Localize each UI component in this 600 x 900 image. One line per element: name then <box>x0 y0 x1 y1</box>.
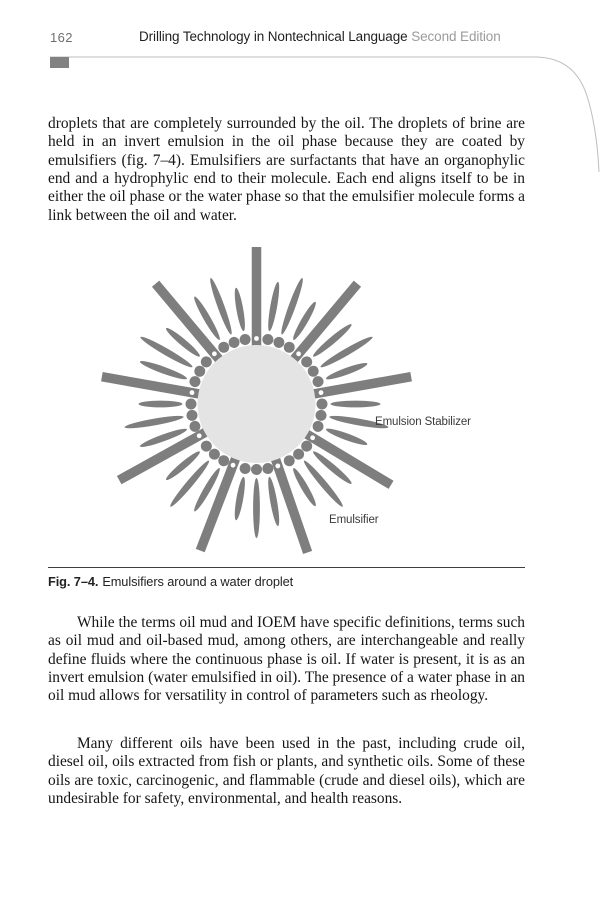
emulsifier-tail <box>139 401 183 408</box>
figure-caption-rule <box>48 567 525 568</box>
emulsifier-head-bead <box>311 419 325 433</box>
emulsifier-tail <box>233 476 247 521</box>
figure-label-emulsion-stabilizer: Emulsion Stabilizer <box>375 416 471 428</box>
emulsifier-tail <box>233 287 247 332</box>
stabilizer-bar <box>252 247 262 348</box>
emulsifier-head-bead <box>239 462 252 475</box>
running-title-edition: Second Edition <box>411 29 501 44</box>
figure-label-emulsifier: Emulsifier <box>329 514 379 526</box>
paragraph-oil-mud-terms: While the terms oil mud and IOEM have specific definitions, terms such as oil mud and oil-based mud, among others, are interchangeable and really define fluids where the continuous phase is oil. If water is present, it is as an invert emulsion (water emulsified in oil). The presence of a water phase in an oil mud allows for versatility in control of parameters such as rheology. <box>48 614 525 705</box>
stabilizer-head-dot <box>254 336 259 341</box>
paragraph-continued: droplets that are completely surrounded by the oil. The droplets of brine are held in an invert emulsion in the oil phase because they are coated by emulsifiers (fig. 7–4). Emulsifiers are surfactants that have an organophylic end and a hydrophylic end to their molecule. Each end aligns itself to be in either the oil phase or the water phase so that the emulsifier molecule forms a link between the oil and water. <box>48 115 525 224</box>
emulsifier-head-bead <box>251 464 262 475</box>
emulsifier-tail <box>301 459 345 509</box>
emulsifier-tail <box>124 414 184 431</box>
figure-caption-text: Emulsifiers around a water droplet <box>102 574 294 589</box>
emulsifier-head-bead <box>186 399 197 410</box>
stabilizer-bar <box>101 372 202 399</box>
emulsifier-tail <box>331 401 381 408</box>
emulsifier-tail <box>266 281 281 331</box>
figure-caption <box>48 574 293 589</box>
figure-caption-number: Fig. 7–4. <box>48 574 99 589</box>
emulsifier-head-bead <box>262 333 275 346</box>
emulsifier-tail <box>168 459 212 509</box>
paragraph-oils-used: Many different oils have been used in the past, including crude oil, diesel oil, oils extracted from fish or plants, and synthetic oils. Some of these oils are toxic, carcinogenic, and flammable (crude and diesel oils), which are undesirable for safety, environmental, and health reasons. <box>48 735 525 808</box>
emulsifier-head-bead <box>186 409 199 422</box>
running-title-main: Drilling Technology in Nontechnical Language <box>139 29 408 44</box>
emulsifier-head-bead <box>317 399 328 410</box>
emulsifier-tail <box>253 478 260 538</box>
stabilizer-bar <box>311 372 412 399</box>
water-droplet <box>198 345 316 463</box>
page-number: 162 <box>50 30 73 45</box>
emulsifier-head-bead <box>315 409 328 422</box>
emulsifier-head-bead <box>239 333 252 346</box>
